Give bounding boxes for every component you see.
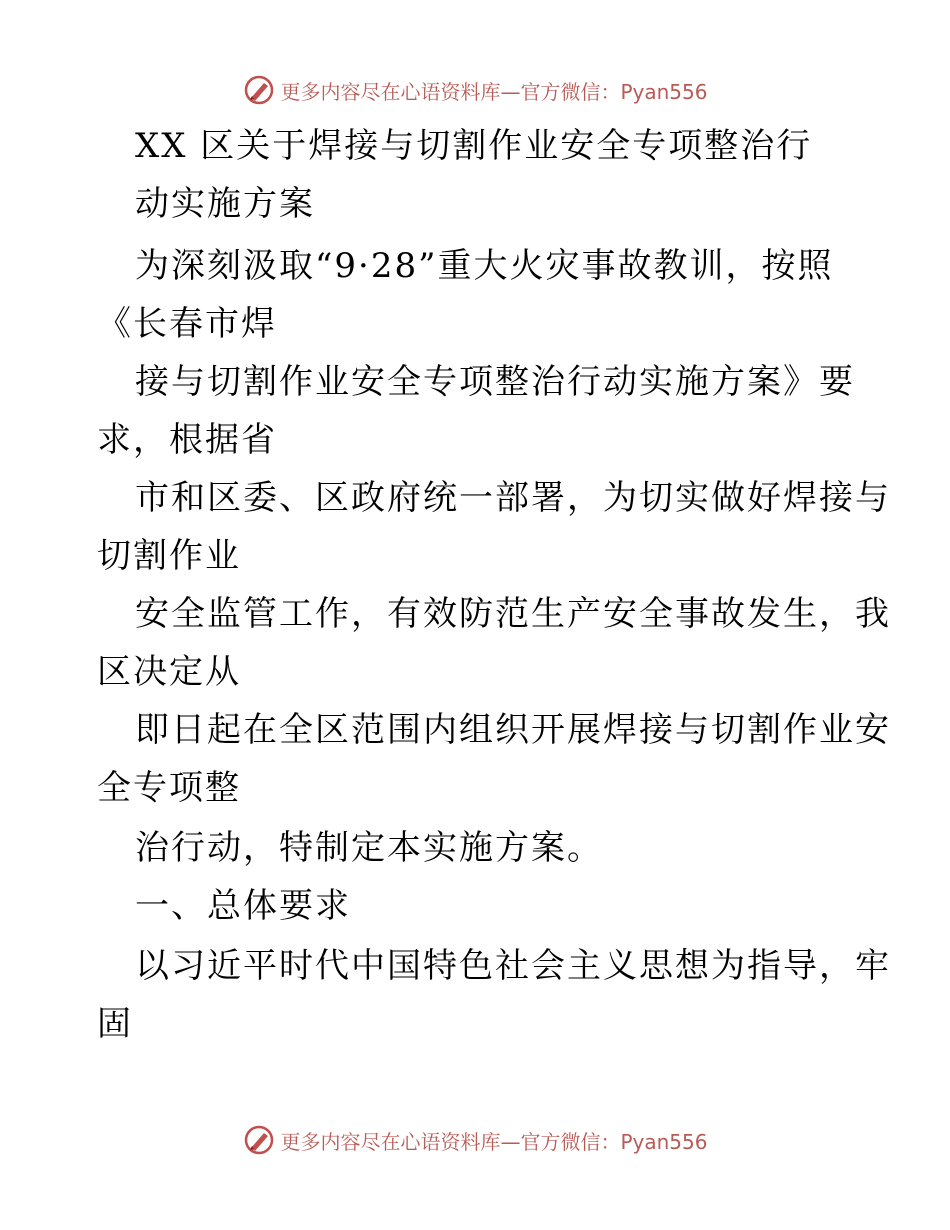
paragraph-line: 市和区委、区政府统一部署，为切实做好焊接与 <box>135 478 891 518</box>
paragraph-line: 全专项整 <box>97 768 241 808</box>
paragraph-line: 《长春市焊 <box>97 304 277 344</box>
paragraph-line: 即日起在全区范围内组织开展焊接与切割作业安 <box>135 710 891 750</box>
pen-logo-icon <box>242 1123 276 1157</box>
paragraph-line: 固 <box>97 1004 133 1044</box>
section-heading: 一、总体要求 <box>135 886 351 926</box>
paragraph-line: 切割作业 <box>97 536 241 576</box>
watermark-text: 更多内容尽在心语资料库—官方微信：Pyan556 <box>280 1129 708 1154</box>
paragraph-line: 区决定从 <box>97 652 241 692</box>
header-watermark-banner <box>0 70 950 110</box>
document-title-line-2: 动实施方案 <box>135 184 315 224</box>
pen-logo-icon <box>242 73 276 107</box>
paragraph-line: 安全监管工作，有效防范生产安全事故发生，我 <box>135 594 891 634</box>
paragraph-line: 求，根据省 <box>97 420 277 460</box>
paragraph-line: 接与切割作业安全专项整治行动实施方案》要 <box>135 362 855 402</box>
paragraph-line: 为深刻汲取“9·28”重大火灾事故教训，按照 <box>135 246 834 286</box>
watermark-text: 更多内容尽在心语资料库—官方微信：Pyan556 <box>280 79 708 104</box>
footer-watermark-banner <box>0 1120 950 1160</box>
document-title-line-1: XX 区关于焊接与切割作业安全专项整治行 <box>135 126 813 166</box>
paragraph-line: 以习近平时代中国特色社会主义思想为指导，牢 <box>135 946 891 986</box>
paragraph-line: 治行动，特制定本实施方案。 <box>135 828 603 868</box>
